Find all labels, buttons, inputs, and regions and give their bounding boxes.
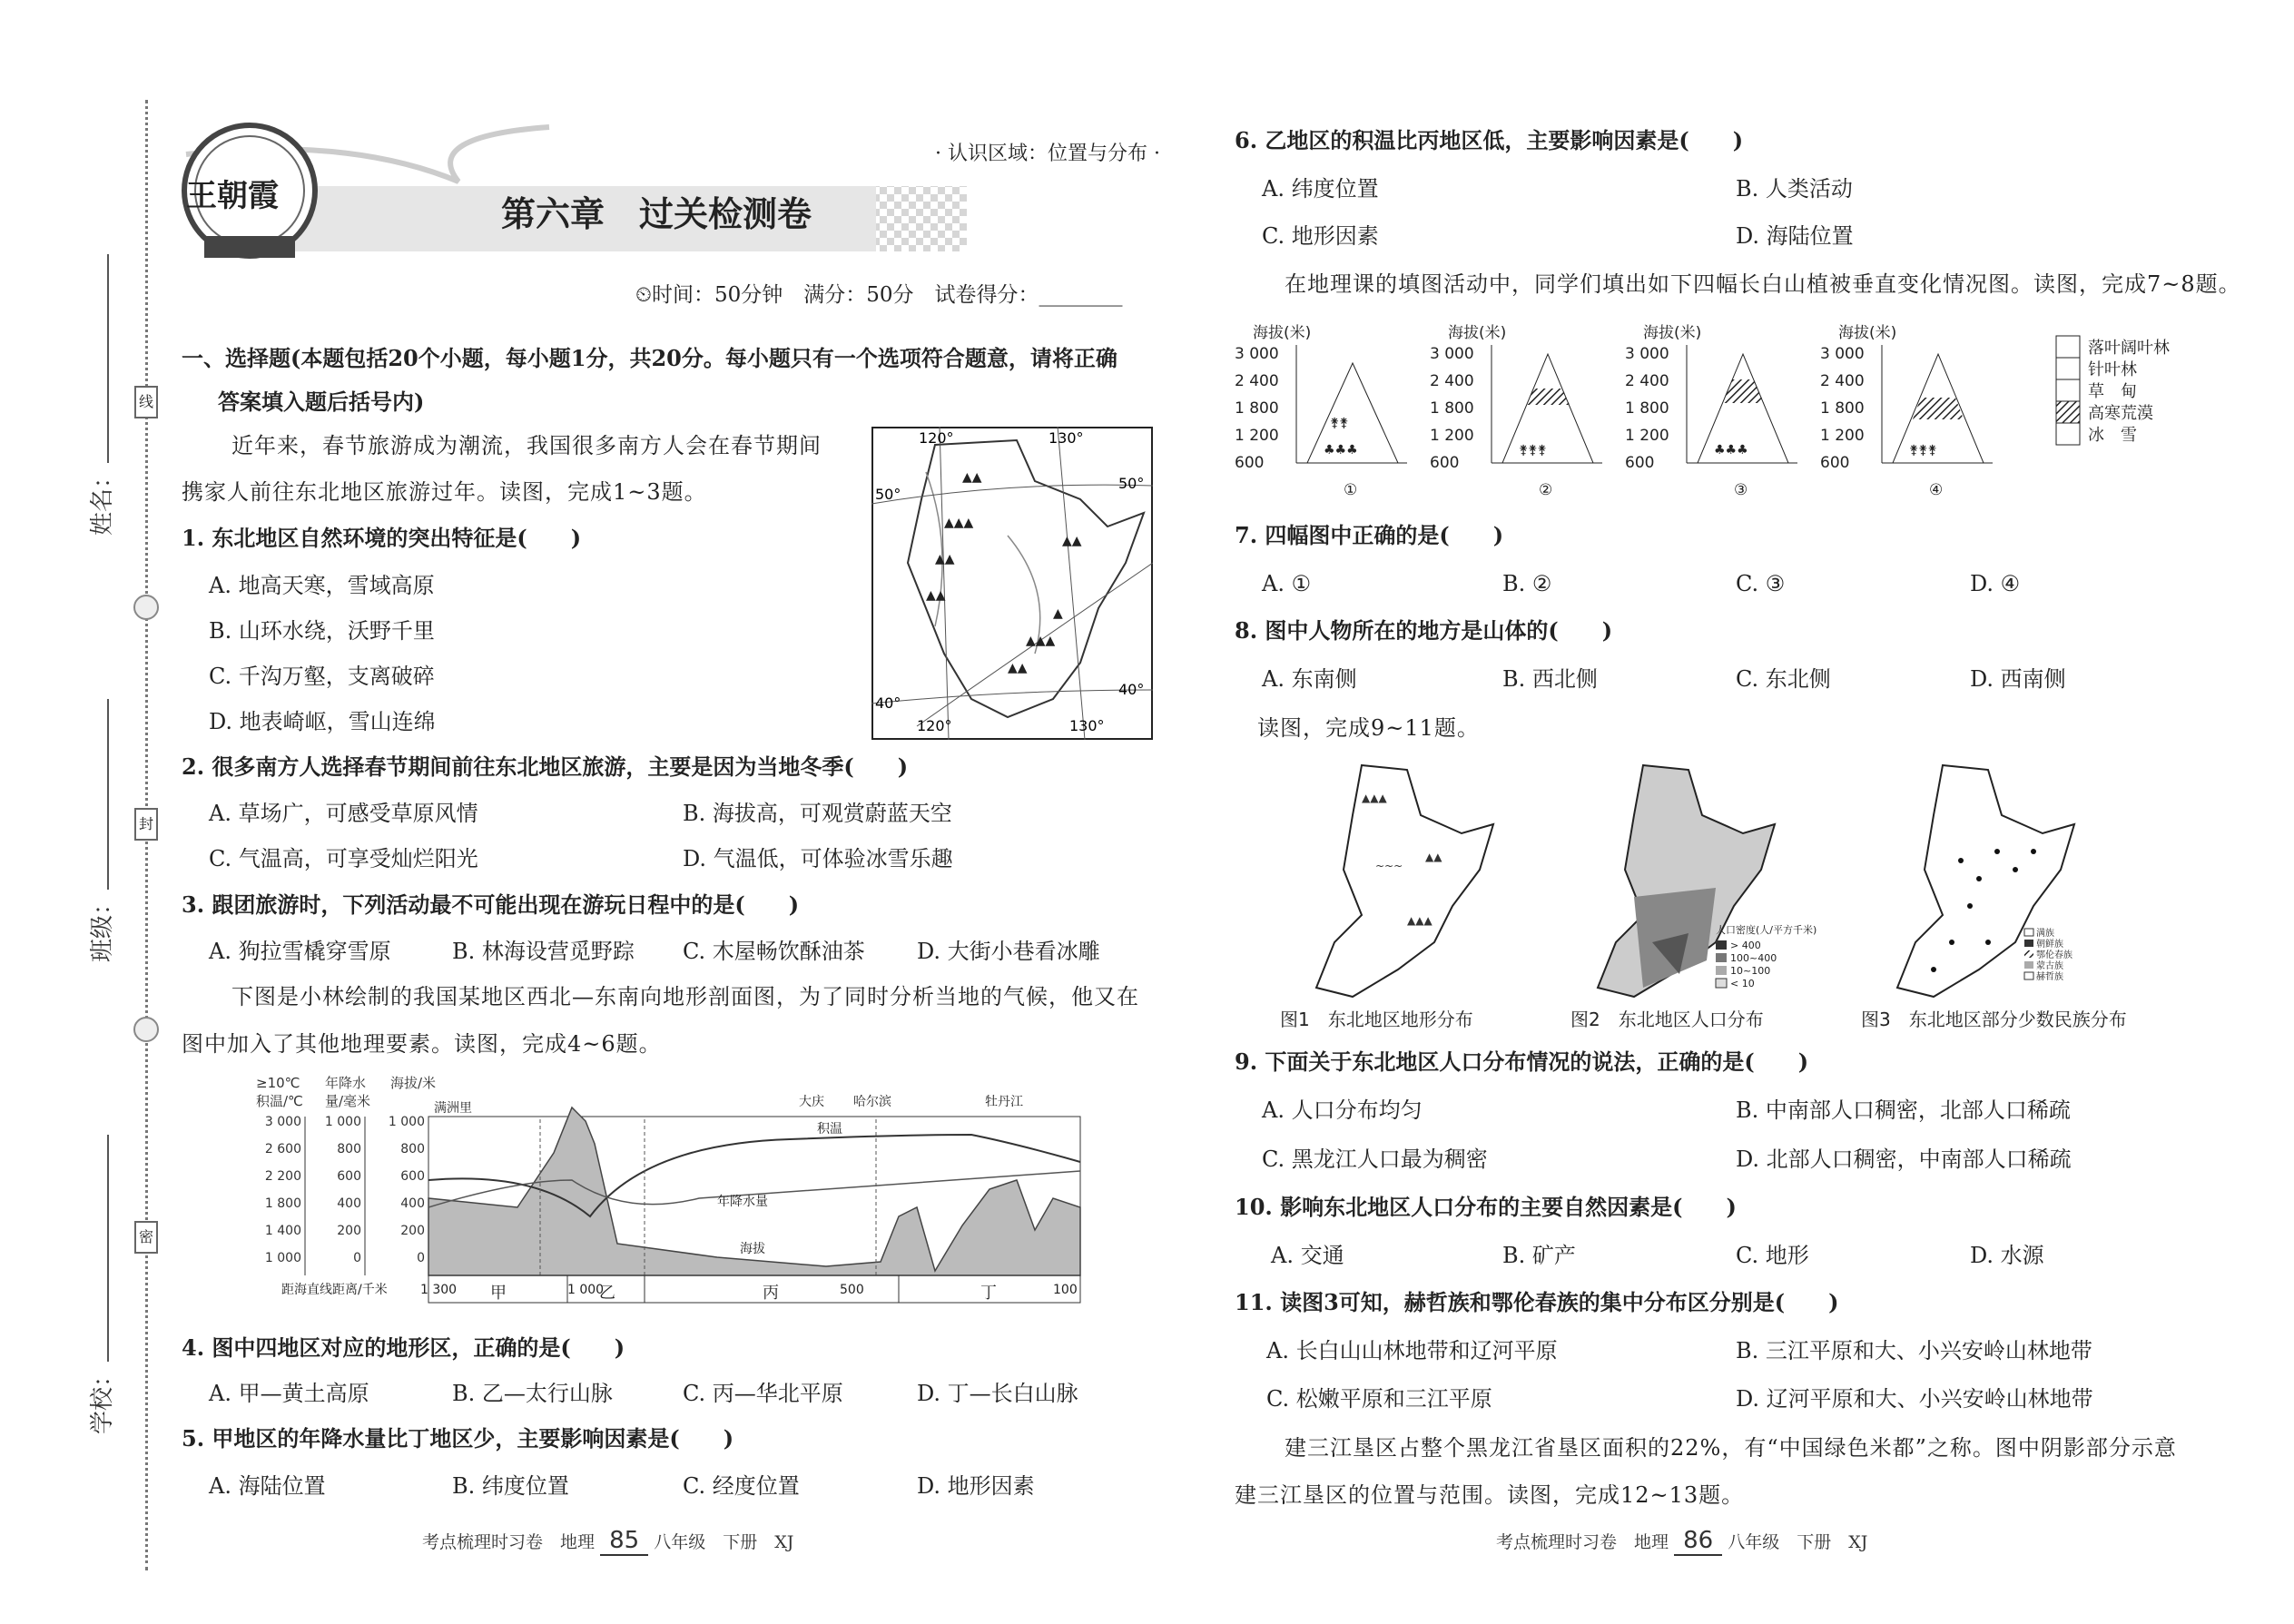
q4-option-d[interactable]: D. 丁—长白山脉 [917, 1381, 1078, 1406]
city-label: 满洲里 [434, 1101, 472, 1116]
exam-info [635, 278, 1123, 308]
y-tick: 3 000 [264, 1115, 301, 1129]
map-caption: 图2 东北地区人口分布 [1570, 1009, 1764, 1030]
series-label: · 认识区域：位置与分布 · [935, 143, 1160, 165]
q9-option-a[interactable]: A. 人口分布均匀 [1262, 1097, 1423, 1123]
svg-text:♣♣♣: ♣♣♣ [1714, 443, 1748, 458]
question-9: 9. 下面关于东北地区人口分布情况的说法，正确的是( ) [1235, 1048, 1809, 1075]
legend-item: 针叶林 [2088, 360, 2137, 379]
q3-option-c[interactable]: C. 木屋畅饮酥油茶 [683, 939, 865, 964]
y-tick: 2 600 [264, 1142, 301, 1156]
pop-legend-title: 人口密度(人/平方千米) [1716, 924, 1817, 936]
veg-ytick: 2 400 [1820, 372, 1865, 390]
q7-option-b[interactable]: B. ② [1502, 571, 1552, 596]
veg-ytick: 1 800 [1625, 399, 1669, 418]
svg-text:⚵⚵⚵: ⚵⚵⚵ [1519, 443, 1547, 458]
intro-text: 图中加入了其他地理要素。读图，完成4~6题。 [182, 1031, 662, 1057]
eth-legend: 蒙古族 [2036, 961, 2063, 971]
q7-option-c[interactable]: C. ③ [1736, 571, 1786, 596]
school-label: 学校： [89, 1363, 116, 1434]
y-tick: 800 [337, 1142, 361, 1156]
series-label: 年降水量 [717, 1195, 768, 1209]
veg-num: ④ [1929, 481, 1944, 499]
class-label: 班级： [89, 891, 116, 962]
series-label: 积温 [817, 1122, 842, 1137]
y-tick: 0 [353, 1251, 361, 1265]
veg-ytick: 3 000 [1625, 345, 1669, 363]
footer-text: 考点梳理时习卷 地理 [422, 1532, 596, 1552]
q11-option-d[interactable]: D. 辽河平原和大、小兴安岭山林地带 [1736, 1386, 2093, 1412]
class-field[interactable] [107, 699, 109, 890]
question-7: 7. 四幅图中正确的是( ) [1235, 522, 1504, 548]
eth-legend: 满族 [2036, 929, 2054, 939]
veg-ytick: 3 000 [1235, 345, 1279, 363]
axis-label: 积温/℃ [256, 1093, 303, 1109]
q9-option-b[interactable]: B. 中南部人口稠密，北部人口稀疏 [1736, 1097, 2071, 1123]
lon-label: 120° [917, 717, 952, 734]
svg-text:▲: ▲ [1053, 606, 1063, 621]
q8-option-d[interactable]: D. 西南侧 [1970, 666, 2066, 692]
y-tick: 800 [400, 1142, 425, 1156]
axis-label: 年降水 [325, 1075, 367, 1091]
q1-option-b[interactable]: B. 山环水绕，沃野千里 [209, 618, 435, 644]
q11-option-b[interactable]: B. 三江平原和大、小兴安岭山林地带 [1736, 1338, 2092, 1363]
x-tick: 1 300 [420, 1283, 458, 1297]
y-tick: 1 000 [324, 1115, 361, 1129]
svg-text:▲▲: ▲▲ [1062, 534, 1082, 548]
lon-label: 130° [1049, 429, 1084, 447]
q10-option-a[interactable]: A. 交通 [1271, 1243, 1344, 1268]
binding-ring-icon [133, 595, 159, 620]
binding-ring-icon [133, 1017, 159, 1042]
pop-legend: < 10 [1730, 978, 1755, 989]
lat-label: 50° [875, 486, 901, 503]
q6-option-a[interactable]: A. 纬度位置 [1262, 176, 1379, 202]
q1-option-d[interactable]: D. 地表崎岖，雪山连绵 [209, 709, 436, 734]
veg-ytick: 2 400 [1625, 372, 1669, 390]
question-4: 4. 图中四地区对应的地形区，正确的是( ) [182, 1334, 625, 1361]
clock-icon: ⏲ [635, 283, 652, 307]
pop-legend: 10~100 [1730, 965, 1771, 977]
q10-option-b[interactable]: B. 矿产 [1502, 1243, 1576, 1268]
city-label: 哈尔滨 [853, 1095, 891, 1109]
svg-text:⚵⚵: ⚵⚵ [1330, 416, 1349, 430]
veg-ytick: 1 800 [1430, 399, 1474, 418]
vegetation-diagrams [1235, 318, 2260, 508]
veg-ytick: 1 200 [1430, 427, 1474, 445]
q3-option-d[interactable]: D. 大街小巷看冰雕 [917, 939, 1100, 964]
veg-ytick: 600 [1625, 454, 1655, 472]
terrain-profile-chart [245, 1071, 1089, 1307]
x-tick: 1 000 [567, 1283, 605, 1297]
intro-text: 在地理课的填图活动中，同学们填出如下四幅长白山植被垂直变化情况图。读图，完成7~8题。 [1285, 271, 2241, 297]
x-axis-label: 距海直线距离/千米 [281, 1283, 388, 1297]
northeast-map [871, 427, 1153, 740]
y-tick: 400 [337, 1196, 361, 1211]
veg-num: ① [1344, 481, 1358, 499]
brand-name: 王朝霞 [186, 178, 279, 214]
q5-option-c[interactable]: C. 经度位置 [683, 1473, 800, 1499]
y-tick: 1 800 [264, 1196, 301, 1211]
veg-ytick: 2 400 [1430, 372, 1474, 390]
q9-option-d[interactable]: D. 北部人口稠密，中南部人口稀疏 [1736, 1147, 2072, 1172]
legend-item: 草 甸 [2088, 382, 2137, 401]
q2-option-d[interactable]: D. 气温低，可体验冰雪乐趣 [683, 846, 953, 871]
q5-option-b[interactable]: B. 纬度位置 [452, 1473, 569, 1499]
seal-char: 线 [134, 386, 158, 418]
veg-ytick: 3 000 [1820, 345, 1865, 363]
map-caption: 图1 东北地区地形分布 [1280, 1009, 1473, 1030]
q2-option-b[interactable]: B. 海拔高，可观赏蔚蓝天空 [683, 801, 952, 826]
intro-text: 近年来，春节旅游成为潮流，我国很多南方人会在春节期间 [231, 433, 822, 458]
veg-ytick: 1 200 [1820, 427, 1865, 445]
svg-text:▲▲▲: ▲▲▲ [1026, 634, 1056, 648]
question-6: 6. 乙地区的积温比丙地区低，主要影响因素是( ) [1235, 127, 1744, 153]
svg-text:▲▲: ▲▲ [1008, 661, 1028, 675]
axis-label: 海拔/米 [390, 1075, 437, 1091]
veg-ytick: 600 [1430, 454, 1460, 472]
legend-item: 冰 雪 [2088, 426, 2137, 445]
lon-label: 120° [919, 429, 954, 447]
lon-label: 130° [1069, 717, 1105, 734]
legend-item: 高寒荒漠 [2088, 404, 2153, 423]
page-number: 86 [1674, 1527, 1722, 1556]
lat-label: 40° [1118, 681, 1145, 698]
northeast-maps-set [1280, 761, 2188, 1033]
svg-text:▲▲▲: ▲▲▲ [1407, 914, 1433, 927]
region-label: 丙 [763, 1284, 779, 1303]
veg-ytick: 600 [1820, 454, 1850, 472]
veg-ytick: 1 800 [1820, 399, 1865, 418]
x-tick: 500 [840, 1283, 864, 1297]
school-field[interactable] [107, 1135, 109, 1362]
axis-label: ≥10℃ [256, 1075, 300, 1091]
city-label: 大庆 [799, 1095, 824, 1109]
q5-option-a[interactable]: A. 海陆位置 [209, 1473, 326, 1499]
q8-option-b[interactable]: B. 西北侧 [1502, 666, 1598, 692]
lat-label: 50° [1118, 475, 1145, 492]
q10-option-d[interactable]: D. 水源 [1970, 1243, 2044, 1268]
svg-text:▲▲: ▲▲ [935, 552, 955, 566]
svg-text:▲▲: ▲▲ [962, 470, 982, 485]
series-label: 海拔 [740, 1242, 765, 1256]
footer-right [1496, 1527, 1867, 1556]
question-2: 2. 很多南方人选择春节期间前往东北地区旅游，主要是因为当地冬季( ) [182, 753, 909, 780]
intro-text: 建三江垦区占整个黑龙江省垦区面积的22%，有“中国绿色米都”之称。图中阴影部分示意 [1285, 1435, 2177, 1461]
y-tick: 600 [337, 1169, 361, 1184]
lat-label: 40° [875, 694, 901, 712]
y-tick: 600 [400, 1169, 425, 1184]
veg-ytick: 1 800 [1235, 399, 1279, 418]
y-tick: 200 [400, 1224, 425, 1238]
y-tick: 1 000 [388, 1115, 425, 1129]
veg-ylabel: 海拔(米) [1643, 324, 1702, 342]
pop-legend: > 400 [1730, 940, 1761, 951]
terrain-map [1316, 765, 1493, 997]
eth-legend: 赫哲族 [2036, 972, 2063, 982]
q6-option-c[interactable]: C. 地形因素 [1262, 223, 1379, 249]
map-caption: 图3 东北地区部分少数民族分布 [1861, 1009, 2127, 1030]
svg-text:▲▲: ▲▲ [1425, 851, 1442, 863]
intro-text: 下图是小林绘制的我国某地区西北—东南向地形剖面图，为了同时分析当地的气候，他又在 [231, 984, 1139, 1009]
svg-text:▲▲▲: ▲▲▲ [944, 516, 974, 530]
question-5: 5. 甲地区的年降水量比丁地区少，主要影响因素是( ) [182, 1425, 734, 1452]
footer-left [422, 1527, 793, 1556]
intro-text: 建三江垦区的位置与范围。读图，完成12~13题。 [1235, 1482, 1745, 1508]
city-label: 牡丹江 [985, 1095, 1023, 1109]
footer-text: 八年级 下册 XJ [654, 1532, 794, 1552]
q5-option-d[interactable]: D. 地形因素 [917, 1473, 1035, 1499]
footer-text: 八年级 下册 XJ [1728, 1532, 1868, 1552]
axis-label: 量/毫米 [325, 1093, 371, 1109]
q4-option-c[interactable]: C. 丙—华北平原 [683, 1381, 843, 1406]
veg-ytick: 2 400 [1235, 372, 1279, 390]
section-heading-2: 答案填入题后括号内) [218, 389, 425, 415]
q8-option-c[interactable]: C. 东北侧 [1736, 666, 1831, 692]
veg-num: ② [1539, 481, 1553, 499]
q10-option-c[interactable]: C. 地形 [1736, 1243, 1809, 1268]
svg-text:♣♣♣: ♣♣♣ [1324, 443, 1358, 458]
region-label: 丁 [980, 1284, 997, 1303]
svg-text:~~~: ~~~ [1375, 860, 1403, 872]
veg-ylabel: 海拔(米) [1448, 324, 1507, 342]
legend-item: 落叶阔叶林 [2088, 339, 2170, 358]
q7-option-a[interactable]: A. ① [1262, 571, 1312, 596]
ethnic-map [1897, 765, 2074, 997]
section-heading: 一、选择题(本题包括20个小题，每小题1分，共20分。每小题只有一个选项符合题意，请将正确 [182, 345, 1117, 371]
eth-legend: 鄂伦春族 [2036, 950, 2072, 960]
veg-ytick: 1 200 [1625, 427, 1669, 445]
q1-option-a[interactable]: A. 地高天寒，雪域高原 [209, 573, 435, 598]
q6-option-d[interactable]: D. 海陆位置 [1736, 223, 1854, 249]
y-tick: 0 [417, 1251, 425, 1265]
question-3: 3. 跟团旅游时，下列活动最不可能出现在游玩日程中的是( ) [182, 891, 800, 918]
pop-legend: 100~400 [1730, 952, 1777, 964]
svg-text:▲▲: ▲▲ [926, 588, 946, 603]
q11-option-c[interactable]: C. 松嫩平原和三江平原 [1266, 1386, 1492, 1412]
svg-text:⚵⚵⚵: ⚵⚵⚵ [1909, 443, 1937, 458]
region-label: 甲 [490, 1284, 507, 1303]
seal-char: 密 [134, 1221, 158, 1254]
q11-option-a[interactable]: A. 长白山山林地带和辽河平原 [1266, 1338, 1558, 1363]
veg-ytick: 3 000 [1430, 345, 1474, 363]
svg-text:▲▲▲: ▲▲▲ [1362, 792, 1387, 804]
question-10: 10. 影响东北地区人口分布的主要自然因素是( ) [1235, 1194, 1737, 1220]
veg-ytick: 1 200 [1235, 427, 1279, 445]
veg-ylabel: 海拔(米) [1253, 324, 1312, 342]
question-11: 11. 读图3可知，赫哲族和鄂伦春族的集中分布区分别是( ) [1235, 1289, 1839, 1315]
q4-option-a[interactable]: A. 甲—黄土高原 [209, 1381, 369, 1406]
q4-option-b[interactable]: B. 乙—太行山脉 [452, 1381, 613, 1406]
veg-num: ③ [1734, 481, 1748, 499]
q8-option-a[interactable]: A. 东南侧 [1262, 666, 1357, 692]
q3-option-a[interactable]: A. 狗拉雪橇穿雪原 [209, 939, 391, 964]
q7-option-d[interactable]: D. ④ [1970, 571, 2021, 596]
q2-option-a[interactable]: A. 草场广，可感受草原风情 [209, 801, 478, 826]
eth-legend: 朝鲜族 [2036, 940, 2063, 950]
y-tick: 1 000 [264, 1251, 301, 1265]
intro-text: 携家人前往东北地区旅游过年。读图，完成1~3题。 [182, 479, 707, 505]
page-number: 85 [600, 1527, 648, 1556]
region-label: 乙 [599, 1284, 615, 1303]
q6-option-b[interactable]: B. 人类活动 [1736, 176, 1853, 202]
page-title: 第六章 过关检测卷 [501, 194, 812, 234]
q3-option-b[interactable]: B. 林海设营觅野踪 [452, 939, 635, 964]
question-1: 1. 东北地区自然环境的突出特征是( ) [182, 525, 582, 551]
intro-text: 读图，完成9~11题。 [1257, 715, 1480, 741]
footer-text: 考点梳理时习卷 地理 [1496, 1532, 1669, 1552]
y-tick: 1 400 [264, 1224, 301, 1238]
population-map [1598, 765, 1816, 997]
x-tick: 100 [1053, 1283, 1078, 1297]
exam-time: 时间：50分钟 满分：50分 试卷得分：________ [651, 283, 1123, 307]
q2-option-c[interactable]: C. 气温高，可享受灿烂阳光 [209, 846, 478, 871]
name-label: 姓名： [89, 464, 116, 536]
y-tick: 200 [337, 1224, 361, 1238]
y-tick: 400 [400, 1196, 425, 1211]
q1-option-c[interactable]: C. 千沟万壑，支离破碎 [209, 664, 435, 689]
veg-ytick: 600 [1235, 454, 1265, 472]
name-field[interactable] [107, 254, 109, 463]
veg-ylabel: 海拔(米) [1838, 324, 1897, 342]
y-tick: 2 200 [264, 1169, 301, 1184]
q9-option-c[interactable]: C. 黑龙江人口最为稠密 [1262, 1147, 1488, 1172]
seal-char: 封 [134, 808, 158, 841]
question-8: 8. 图中人物所在的地方是山体的( ) [1235, 617, 1613, 644]
